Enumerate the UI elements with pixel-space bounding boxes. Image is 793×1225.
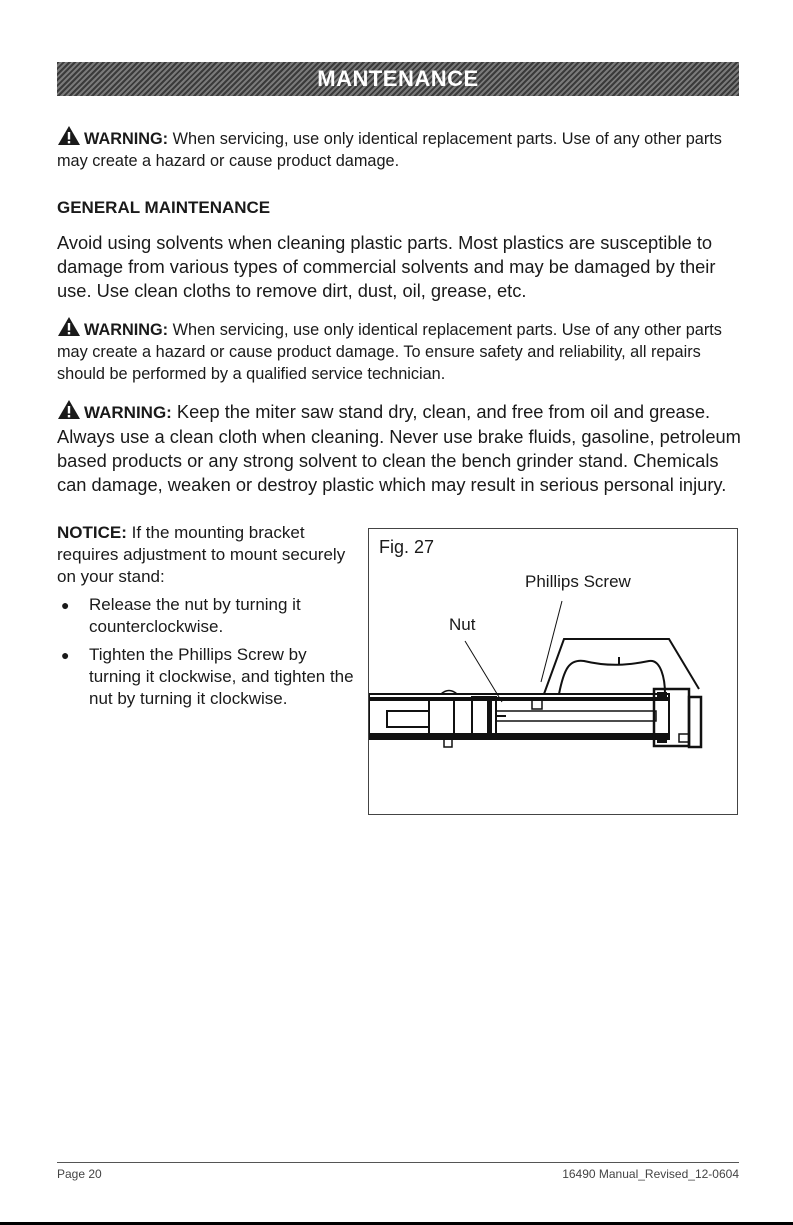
warning-2 — [57, 316, 747, 385]
notice-steps — [57, 594, 357, 710]
warning-label: WARNING: — [84, 403, 172, 422]
list-item — [57, 644, 357, 710]
step-text: Release the nut by turning it counterclockwise. — [89, 595, 301, 636]
page-number: Page 20 — [57, 1167, 102, 1181]
warning-1 — [57, 125, 747, 172]
bullet-dot-icon: ● — [61, 647, 70, 663]
notice-block — [57, 522, 357, 716]
callout-phillips-screw: Phillips Screw — [525, 572, 631, 591]
warning-triangle-icon — [57, 125, 81, 146]
warning-text: When servicing, use only identical replacement parts. Use of any other parts may create a hazard or cause product damage. — [57, 130, 722, 170]
bullet-dot-icon: ● — [61, 597, 70, 613]
warning-triangle-icon — [57, 316, 81, 337]
warning-text: Keep the miter saw stand dry, clean, and free from oil and grease. Always use a clean cloth when cleaning. Never use brake fluids, gasoline, petroleum based products or any strong solvent to clean the bench grinder stand. Chemicals can damage, weaken or destroy plastic which may result in serious personal injury. — [57, 401, 741, 495]
section-banner — [57, 62, 739, 96]
warning-label: WARNING: — [84, 321, 169, 339]
warning-triangle-icon — [57, 399, 81, 420]
warning-3 — [57, 399, 747, 497]
general-heading: GENERAL MAINTENANCE — [57, 198, 271, 217]
figure-27 — [368, 528, 738, 815]
figure-label: Fig. 27 — [379, 537, 435, 557]
document-id: 16490 Manual_Revised_12-0604 — [562, 1167, 739, 1181]
list-item — [57, 594, 357, 638]
warning-text: When servicing, use only identical replacement parts. Use of any other parts may create a hazard or cause product damage. To ensure safety and reliability, all repairs should be performed by a qualified service technician. — [57, 321, 722, 383]
general-paragraph: Avoid using solvents when cleaning plastic parts. Most plastics are susceptible to damage from various types of commercial solvents and may be damaged by their use. Use clean cloths to remove dirt, dust, oil, grease, etc. — [57, 232, 716, 301]
footer-divider — [57, 1162, 739, 1163]
notice-text: If the mounting bracket requires adjustment to mount securely on your stand: — [57, 523, 346, 586]
callout-nut: Nut — [449, 615, 476, 634]
notice-label: NOTICE: — [57, 523, 127, 542]
step-text: Tighten the Phillips Screw by turning it clockwise, and tighten the nut by turning it clockwise. — [89, 645, 354, 708]
warning-label: WARNING: — [84, 130, 169, 148]
section-title: MANTENANCE — [317, 66, 479, 91]
